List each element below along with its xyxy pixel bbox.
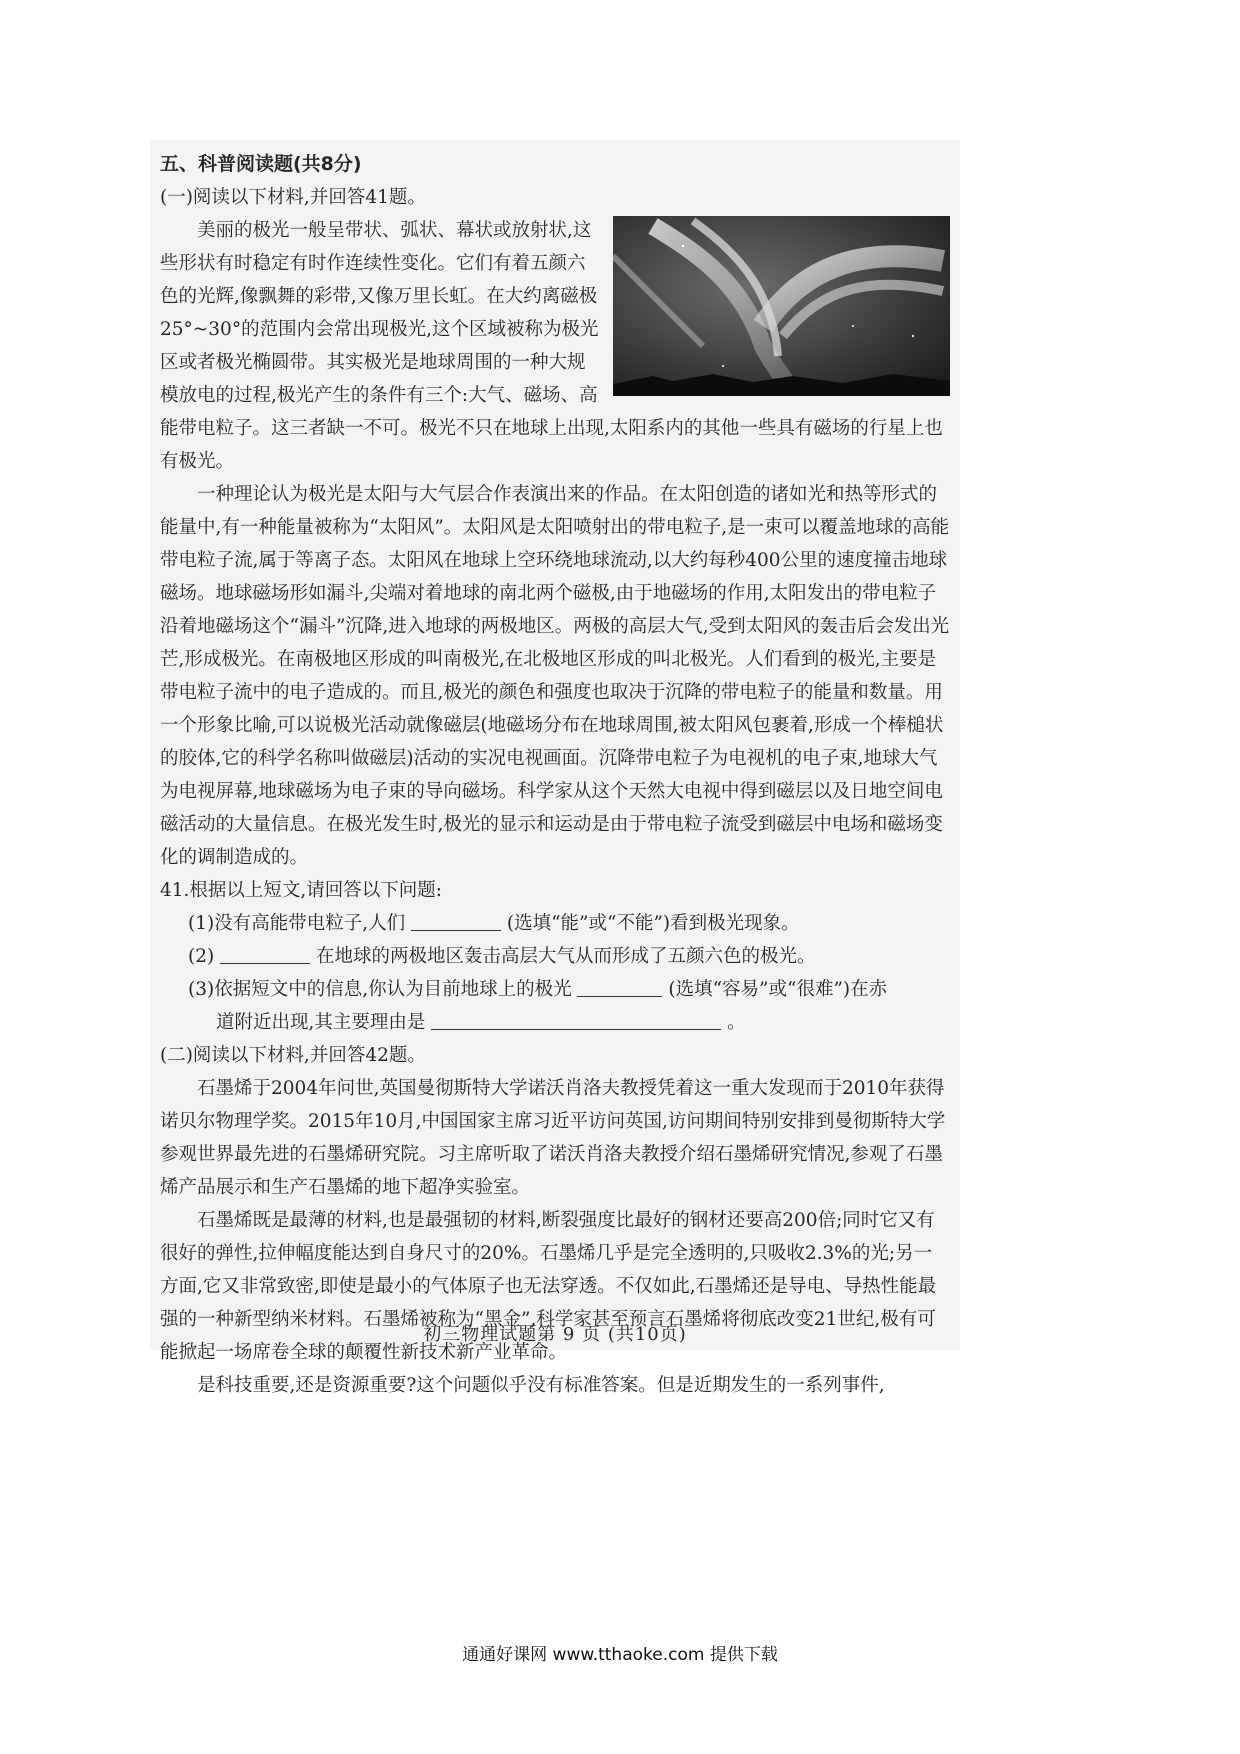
- q1-text-after: (选填“能”或“不能”)看到极光现象。: [506, 913, 800, 934]
- question-41-3-reason: [160, 1006, 950, 1039]
- answer-blank-4[interactable]: [431, 1007, 721, 1030]
- part2-heading: (二)阅读以下材料,并回答42题。: [160, 1045, 426, 1066]
- answer-blank-1[interactable]: [411, 908, 501, 931]
- q3-text-after: (选填“容易”或“很难”)在赤: [668, 979, 888, 1000]
- q3-end-mark: 。: [727, 1012, 746, 1033]
- question-41-3: [160, 973, 950, 1006]
- q3-reason-text: 道附近出现,其主要理由是: [216, 1012, 426, 1033]
- q1-text-before: (1)没有高能带电粒子,人们: [188, 913, 406, 934]
- page-footer: 初三物理试题第 9 页 (共10页): [423, 1324, 687, 1345]
- aurora-image: [613, 216, 950, 396]
- part1-paragraph-1: 美丽的极光一般呈带状、弧状、幕状或放射状,这些形状有时稳定有时作连续性变化。它们有着五颜六色的光辉,像飘舞的彩带,又像万里长虹。在大约离磁极25°~30°的范围内会常出现极光,这个区域被称为极光区或者极光椭圆带。其实极光是地球周围的一种大规模放电的过程,极光产生的条件有三个:大气、磁场、高能带电粒子。这三者缺一不可。极光不只在地球上出现,太阳系内的其他一些具有磁场的行星上也有极光。: [160, 220, 943, 472]
- section-title: 五、科普阅读题(共8分): [160, 153, 362, 175]
- part2-paragraph-1: 石墨烯于2004年问世,英国曼彻斯特大学诺沃肖洛夫教授凭着这一重大发现而于2010年获得诺贝尔物理学奖。2015年10月,中国国家主席习近平访问英国,访问期间特别安排到曼彻斯特大学参观世界最先进的石墨烯研究院。习主席听取了诺沃肖洛夫教授介绍石墨烯研究情况,参观了石墨烯产品展示和生产石墨烯的地下超净实验室。: [160, 1078, 946, 1198]
- q3-text-before: (3)依据短文中的信息,你认为目前地球上的极光: [188, 979, 572, 1000]
- answer-blank-3[interactable]: [577, 974, 662, 997]
- aurora-photo: [613, 216, 950, 396]
- part1-paragraph-2: 一种理论认为极光是太阳与大气层合作表演出来的作品。在太阳创造的诸如光和热等形式的能量中,有一种能量被称为“太阳风”。太阳风是太阳喷射出的带电粒子,是一束可以覆盖地球的高能带电粒子流,属于等离子态。太阳风在地球上空环绕地球流动,以大约每秒400公里的速度撞击地球磁场。地球磁场形如漏斗,尖端对着地球的南北两个磁极,由于地磁场的作用,太阳发出的带电粒子沿着地磁场这个“漏斗”沉降,进入地球的两极地区。两极的高层大气,受到太阳风的轰击后会发出光芒,形成极光。在南极地区形成的叫南极光,在北极地区形成的叫北极光。人们看到的极光,主要是带电粒子流中的电子造成的。而且,极光的颜色和强度也取决于沉降的带电粒子的能量和数量。用一个形象比喻,可以说极光活动就像磁层(地磁场分布在地球周围,被太阳风包裹着,形成一个棒槌状的胶体,它的科学名称叫做磁层)活动的实况电视画面。沉降带电粒子为电视机的电子束,地球大气为电视屏幕,地球磁场为电子束的导向磁场。科学家从这个天然大电视中得到磁层以及日地空间电磁活动的大量信息。在极光发生时,极光的显示和运动是由于带电粒子流受到磁层中电场和磁场变化的调制造成的。: [160, 484, 950, 868]
- answer-blank-2[interactable]: [220, 941, 310, 964]
- q2-text-before: (2): [188, 946, 215, 967]
- part1-heading: (一)阅读以下材料,并回答41题。: [160, 187, 426, 208]
- question-41-stem: 41.根据以上短文,请回答以下问题:: [160, 880, 443, 901]
- q2-text-after: 在地球的两极地区轰击高层大气从而形成了五颜六色的极光。: [316, 946, 816, 967]
- question-41-2: [160, 940, 950, 973]
- part2-paragraph-3: 是科技重要,还是资源重要?这个问题似乎没有标准答案。但是近期发生的一系列事件,: [197, 1375, 885, 1396]
- question-41-1: [160, 907, 950, 940]
- part2-paragraph-2: 石墨烯既是最薄的材料,也是最强韧的材料,断裂强度比最好的钢材还要高200倍;同时它又有很好的弹性,拉伸幅度能达到自身尺寸的20%。石墨烯几乎是完全透明的,只吸收2.3%的光;另一方面,它又非常致密,即使是最小的气体原子也无法穿透。不仅如此,石墨烯还是导电、导热性能最强的一种新型纳米材料。石墨烯被称为“黑金”,科学家甚至预言石墨烯将彻底改变21世纪,极有可能掀起一场席卷全球的颠覆性新技术新产业革命。: [160, 1210, 937, 1363]
- content-area: [160, 148, 950, 1402]
- watermark-text: 通通好课网 www.tthaoke.com 提供下载: [462, 1645, 778, 1665]
